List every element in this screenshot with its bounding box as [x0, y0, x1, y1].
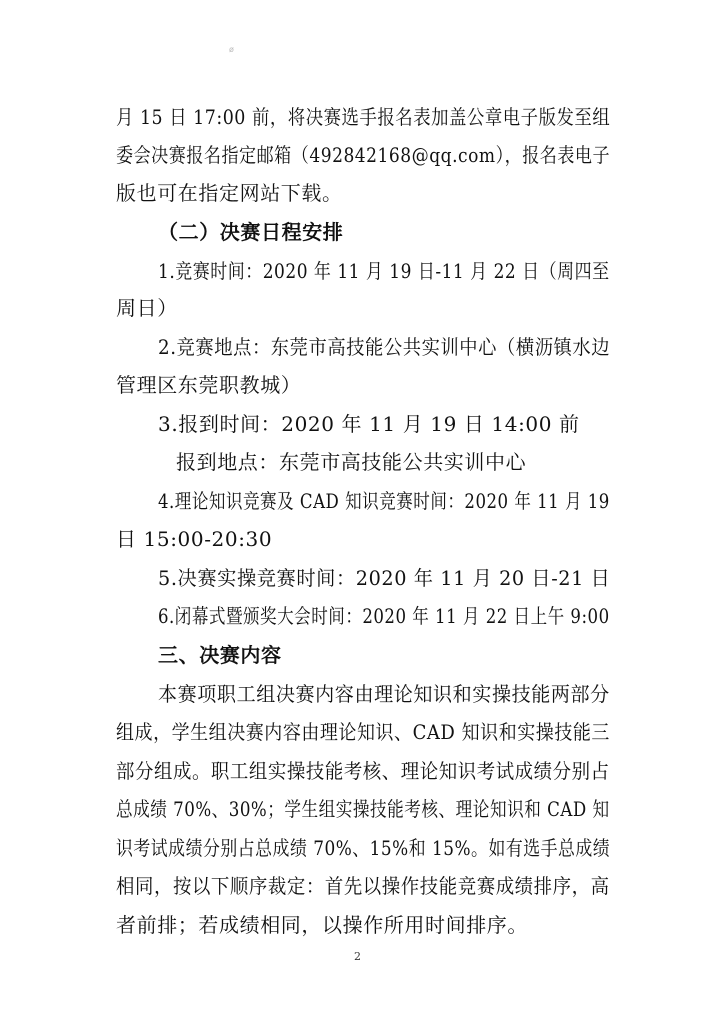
- body-line: 委会决赛报名指定邮箱（492842168@qq.com），报名表电子: [116, 143, 611, 167]
- body-line: 识考试成绩分别占总成绩 70%、15%和 15%。如有选手总成绩: [116, 836, 611, 860]
- body-line: 者前排；若成绩相同，以操作所用时间排序。: [116, 913, 528, 937]
- schedule-item: 4.理论知识竞赛及 CAD 知识竞赛时间：2020 年 11 月 19: [158, 489, 610, 513]
- schedule-item-cont: 周日）: [116, 296, 178, 320]
- schedule-item: 3.报到时间：2020 年 11 月 19 日 14:00 前: [158, 412, 580, 436]
- body-line: 总成绩 70%、30%；学生组实操技能考核、理论知识和 CAD 知: [116, 797, 610, 821]
- schedule-item: 2.竞赛地点：东莞市高技能公共实训中心（横沥镇水边: [158, 335, 611, 359]
- page-number: 2: [354, 950, 361, 963]
- body-line: 组成，学生组决赛内容由理论知识、CAD 知识和实操技能三: [116, 720, 610, 744]
- section-heading-schedule: （二）决赛日程安排: [158, 220, 344, 244]
- body-line: 月 15 日 17:00 前，将决赛选手报名表加盖公章电子版发至组: [116, 105, 611, 129]
- body-line: 本赛项职工组决赛内容由理论知识和实操技能两部分: [158, 682, 610, 706]
- body-line: 相同，按以下顺序裁定：首先以操作技能竞赛成绩排序，高: [116, 874, 610, 898]
- schedule-item: 5.决赛实操竞赛时间：2020 年 11 月 20 日-21 日: [158, 566, 611, 590]
- body-line: 版也可在指定网站下载。: [116, 181, 343, 205]
- schedule-item-cont: 管理区东莞职教城）: [116, 373, 302, 397]
- schedule-item-sub: 报到地点：东莞市高技能公共实训中心: [176, 450, 527, 474]
- body-line: 部分组成。职工组实操技能考核、理论知识考试成绩分别占: [116, 759, 610, 783]
- section-heading-content: 三、决赛内容: [158, 643, 282, 667]
- scan-speck: ø: [229, 45, 234, 54]
- schedule-item: 6.闭幕式暨颁奖大会时间：2020 年 11 月 22 日上午 9:00: [158, 604, 610, 628]
- schedule-item-cont: 日 15:00-20:30: [116, 527, 273, 551]
- schedule-item: 1.竞赛时间：2020 年 11 月 19 日-11 月 22 日（周四至: [158, 259, 610, 283]
